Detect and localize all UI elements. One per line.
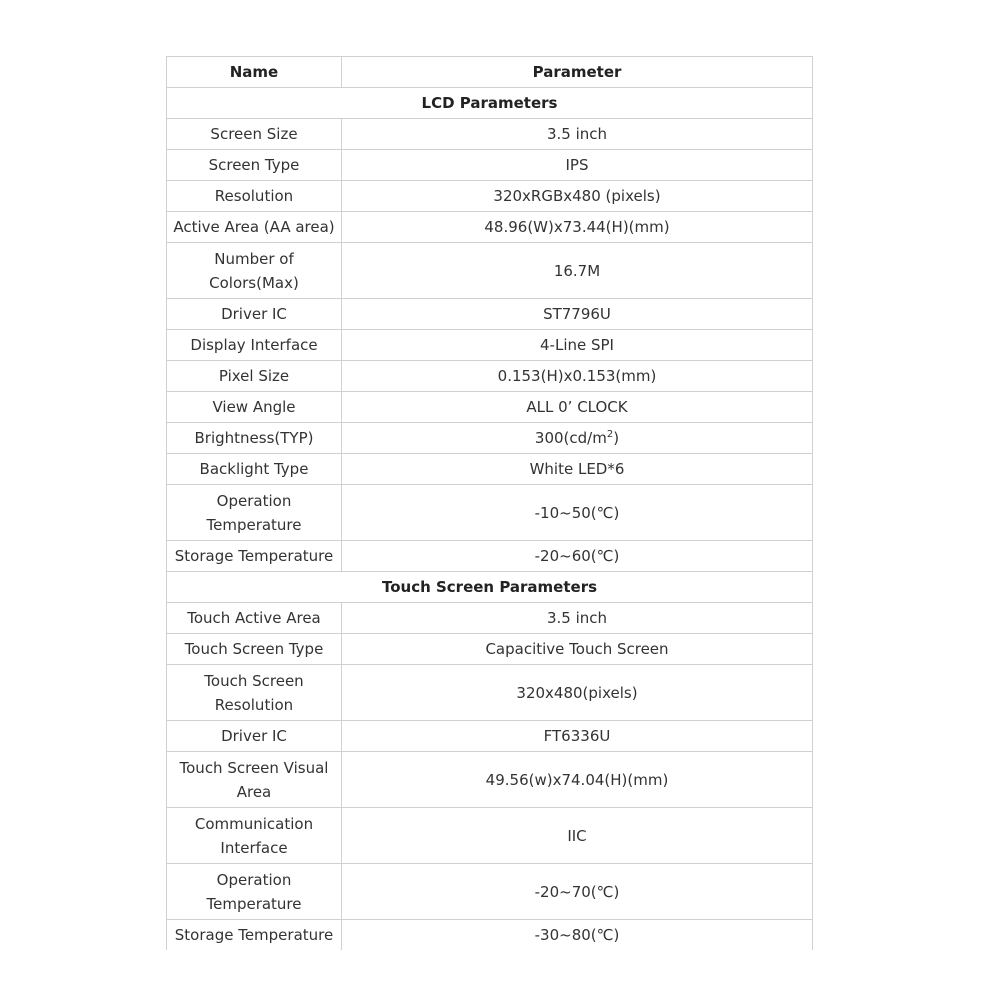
table-row (167, 181, 813, 212)
header-parameter: Parameter (342, 57, 813, 88)
section-row-touch (167, 572, 813, 603)
row-value: ST7796U (342, 299, 813, 330)
table-row (167, 603, 813, 634)
row-name: Number of Colors(Max) (167, 243, 342, 299)
row-value: -10~50(℃) (342, 485, 813, 541)
row-name: Backlight Type (167, 454, 342, 485)
table-row (167, 392, 813, 423)
brightness-suffix: ) (613, 429, 620, 447)
table-header-row (167, 57, 813, 88)
row-value: 3.5 inch (342, 603, 813, 634)
brightness-superscript: 2 (606, 429, 614, 440)
row-value: 320xRGBx480 (pixels) (342, 181, 813, 212)
table-row (167, 721, 813, 752)
row-value: IPS (342, 150, 813, 181)
row-name: Operation Temperature (167, 485, 342, 541)
row-name: Driver IC (167, 299, 342, 330)
header-name: Name (167, 57, 342, 88)
row-value: 0.153(H)x0.153(mm) (342, 361, 813, 392)
row-name: Touch Active Area (167, 603, 342, 634)
table-row (167, 665, 813, 721)
row-value: 16.7M (342, 243, 813, 299)
row-name: Communication Interface (167, 808, 342, 864)
row-value: 49.56(w)x74.04(H)(mm) (342, 752, 813, 808)
row-value (342, 423, 813, 454)
row-value: 320x480(pixels) (342, 665, 813, 721)
table-row (167, 920, 813, 951)
row-name: Driver IC (167, 721, 342, 752)
row-name: Active Area (AA area) (167, 212, 342, 243)
row-value: 3.5 inch (342, 119, 813, 150)
section-row-lcd (167, 88, 813, 119)
row-name: Touch Screen Resolution (167, 665, 342, 721)
row-value: ALL 0’ CLOCK (342, 392, 813, 423)
row-name: Brightness(TYP) (167, 423, 342, 454)
row-name: Operation Temperature (167, 864, 342, 920)
row-value: 4-Line SPI (342, 330, 813, 361)
row-name: View Angle (167, 392, 342, 423)
row-value: IIC (342, 808, 813, 864)
row-name: Display Interface (167, 330, 342, 361)
row-name: Screen Type (167, 150, 342, 181)
table-row (167, 485, 813, 541)
table-row (167, 634, 813, 665)
table-row (167, 299, 813, 330)
table-row (167, 808, 813, 864)
table-row (167, 752, 813, 808)
row-name: Pixel Size (167, 361, 342, 392)
table-row (167, 243, 813, 299)
table-row (167, 454, 813, 485)
table-row (167, 541, 813, 572)
table-row (167, 330, 813, 361)
table-row (167, 361, 813, 392)
row-name: Touch Screen Visual Area (167, 752, 342, 808)
row-value: -20~60(℃) (342, 541, 813, 572)
row-value: Capacitive Touch Screen (342, 634, 813, 665)
table-row (167, 119, 813, 150)
row-value: -20~70(℃) (342, 864, 813, 920)
spec-table (166, 56, 813, 951)
section-title-lcd: LCD Parameters (167, 88, 813, 119)
brightness-value: 300(cd/m (534, 429, 607, 447)
row-value: 48.96(W)x73.44(H)(mm) (342, 212, 813, 243)
row-name: Touch Screen Type (167, 634, 342, 665)
row-name: Storage Temperature (167, 541, 342, 572)
table-row (167, 150, 813, 181)
row-value: White LED*6 (342, 454, 813, 485)
table-row (167, 423, 813, 454)
row-name: Screen Size (167, 119, 342, 150)
section-title-touch: Touch Screen Parameters (167, 572, 813, 603)
table-row (167, 864, 813, 920)
row-name: Resolution (167, 181, 342, 212)
table-row (167, 212, 813, 243)
row-name: Storage Temperature (167, 920, 342, 951)
row-value: -30~80(℃) (342, 920, 813, 951)
row-value: FT6336U (342, 721, 813, 752)
